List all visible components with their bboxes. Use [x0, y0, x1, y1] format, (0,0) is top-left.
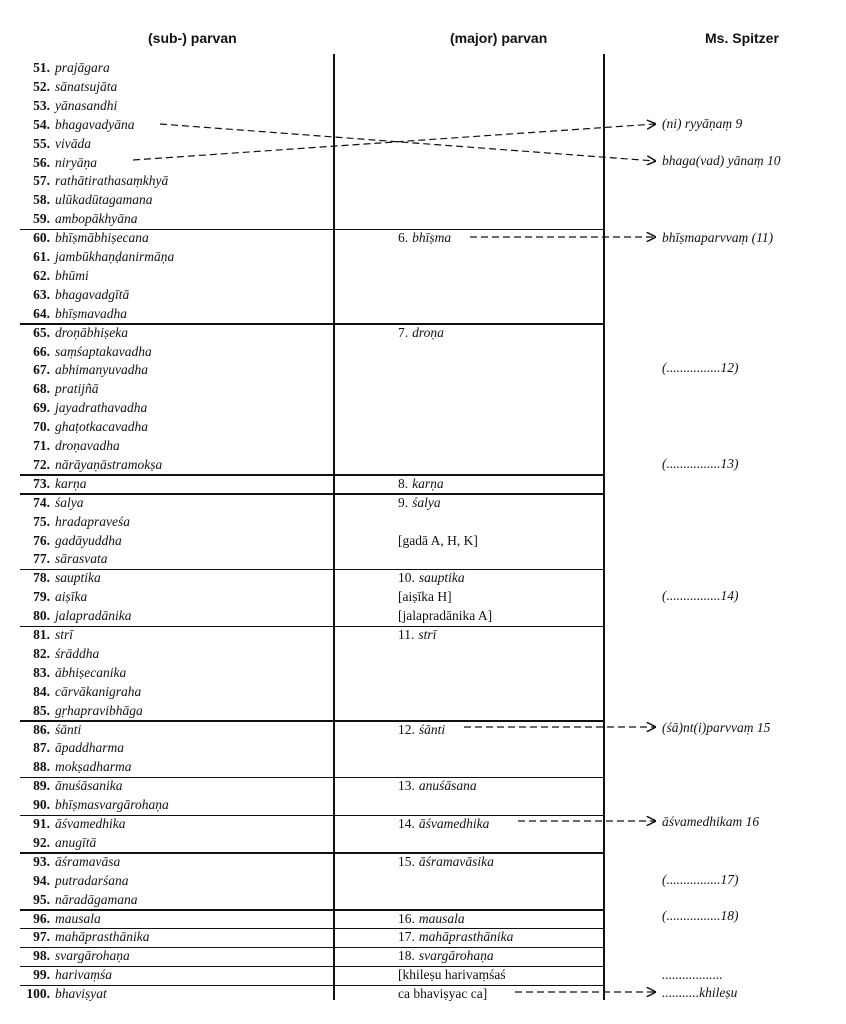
sub-parvan-number: 71. — [33, 438, 50, 453]
sub-parvan-name: āśvamedhika — [55, 816, 126, 831]
sub-parvan-name: jalapradānika — [55, 608, 132, 624]
major-parvan-number: 18. — [398, 948, 415, 964]
major-parvan-name: mahāprasthānika — [418, 929, 514, 945]
sub-parvan-name: āpaddharma — [55, 740, 125, 756]
sub-parvan-name: karṇa — [55, 475, 87, 491]
ms-spitzer-entry: āśvamedhikam 16 — [662, 814, 760, 829]
sub-parvan-name: yānasandhi — [55, 97, 118, 113]
sub-parvan-number: 79. — [33, 589, 50, 605]
major-parvan-name: anuśāsana — [418, 778, 477, 794]
ms-spitzer-entry: (................17) — [662, 872, 739, 887]
sub-parvan-name: bhaviṣyat — [55, 986, 107, 1002]
major-parvan-number: 8. — [398, 475, 409, 491]
ms-spitzer-entry: (................18) — [662, 908, 739, 923]
sub-parvan-name: gṛhapravibhāga — [55, 702, 143, 718]
sub-parvan-number: 69. — [33, 400, 50, 416]
ms-spitzer-entry: ...........khileṣu — [662, 985, 738, 1000]
sub-parvan-number: 73. — [33, 475, 50, 491]
sub-parvan-number: 61. — [33, 249, 50, 264]
sub-parvan-number: 66. — [33, 343, 50, 359]
major-parvan-number: 12. — [398, 721, 415, 737]
sub-parvan-number: 85. — [33, 702, 50, 718]
sub-parvan-name: putradarśana — [55, 872, 129, 888]
ms-spitzer-entry: bhīṣmaparvvaṃ (11) — [662, 230, 774, 245]
sub-parvan-name: bhīṣmavadha — [55, 305, 127, 321]
sub-parvan-number: 80. — [33, 608, 50, 624]
major-parvan-number: 6. — [398, 230, 409, 246]
sub-parvan-name: saṃśaptakavadha — [55, 343, 152, 359]
sub-parvan-name: niryāṇa — [55, 154, 97, 170]
ms-spitzer-entry: (................13) — [662, 456, 739, 471]
sub-parvan-number: 72. — [33, 456, 50, 472]
sub-parvan-name: sānatsujāta — [55, 78, 118, 94]
major-parvan-name: śānti — [418, 721, 446, 737]
sub-parvan-number: 62. — [33, 267, 50, 283]
sub-parvan-name: mokṣadharma — [55, 759, 132, 775]
sub-parvan-number: 67. — [33, 362, 50, 378]
major-parvan-name: āśvamedhika — [418, 816, 490, 831]
sub-parvan-name: śānti — [55, 721, 82, 737]
sub-parvan-number: 84. — [33, 683, 50, 699]
sub-parvan-name: bhagavadyāna — [55, 116, 135, 132]
ms-spitzer-entry: (................14) — [662, 588, 739, 603]
sub-parvan-name: vivāda — [55, 135, 91, 151]
sub-parvan-number: 97. — [33, 929, 50, 945]
major-parvan-note: [gadā A, H, K] — [398, 532, 478, 548]
sub-parvan-number: 59. — [33, 211, 50, 227]
sub-parvan-name: mahāprasthānika — [55, 929, 150, 945]
sub-parvan-number: 92. — [33, 834, 50, 850]
sub-parvan-name: nārāyaṇāstramokṣa — [55, 456, 163, 472]
major-parvan-name: mausala — [418, 910, 465, 926]
major-parvan-name: droṇa — [412, 324, 444, 340]
sub-parvan-number: 83. — [33, 664, 50, 680]
ms-spitzer-entry: (śā)nt(i)parvvaṃ 15 — [662, 720, 771, 735]
sub-parvan-number: 74. — [33, 494, 50, 510]
sub-parvan-number: 56. — [33, 154, 50, 170]
sub-parvan-name: rathātirathasaṃkhyā — [55, 173, 169, 189]
major-parvan-note: ca bhaviṣyac ca] — [398, 986, 488, 1002]
sub-parvan-number: 90. — [33, 797, 50, 813]
sub-parvan-number: 68. — [33, 381, 50, 397]
sub-parvan-number: 76. — [33, 532, 50, 548]
ms-spitzer-entry: (ni) ryyāṇaṃ 9 — [662, 116, 743, 131]
sub-parvan-number: 95. — [33, 891, 50, 907]
major-parvan-note: [jalapradānika A] — [398, 608, 493, 624]
sub-parvan-name: jayadrathavadha — [55, 400, 148, 416]
major-parvan-number: 7. — [398, 324, 409, 340]
sub-parvan-number: 98. — [33, 948, 50, 964]
sub-parvan-name: abhimanyuvadha — [55, 362, 148, 378]
major-parvan-number: 11. — [398, 627, 415, 642]
sub-parvan-number: 53. — [33, 97, 50, 113]
major-parvan-number: 9. — [398, 494, 409, 510]
sub-parvan-name: droṇavadha — [55, 438, 120, 453]
sub-parvan-name: strī — [55, 627, 74, 642]
sub-parvan-number: 58. — [33, 192, 50, 208]
sub-parvan-name: anugītā — [55, 834, 97, 850]
major-parvan-number: 15. — [398, 853, 415, 869]
header-major-parvan: (major) parvan — [450, 30, 548, 46]
sub-parvan-number: 51. — [33, 60, 50, 75]
sub-parvan-number: 65. — [33, 324, 50, 340]
header-ms-spitzer: Ms. Spitzer — [705, 30, 779, 46]
sub-parvan-number: 91. — [33, 816, 50, 831]
sub-parvan-number: 99. — [33, 967, 50, 983]
sub-parvan-name: śrāddha — [55, 645, 100, 661]
sub-parvan-name: aiṣīka — [55, 589, 88, 605]
sub-parvan-name: gadāyuddha — [55, 532, 122, 548]
major-parvan-note: [khileṣu harivaṃśaś — [398, 967, 506, 983]
sub-parvan-name: svargārohaṇa — [55, 948, 130, 964]
sub-parvan-name: bhīṣmābhiṣecana — [55, 230, 149, 246]
sub-parvan-name: bhagavadgītā — [55, 286, 130, 302]
sub-parvan-name: ulūkadūtagamana — [55, 192, 153, 208]
major-parvan-number: 13. — [398, 778, 415, 794]
sub-parvan-name: nāradāgamana — [55, 891, 138, 907]
sub-parvan-number: 96. — [33, 910, 50, 926]
major-parvan-name: śalya — [412, 494, 441, 510]
sub-parvan-number: 54. — [33, 116, 50, 132]
major-parvan-number: 14. — [398, 816, 415, 831]
sub-parvan-number: 60. — [33, 230, 50, 246]
sub-parvan-number: 100. — [26, 986, 50, 1002]
sub-parvan-number: 88. — [33, 759, 50, 775]
sub-parvan-name: mausala — [55, 910, 101, 926]
major-parvan-name: bhīṣma — [412, 230, 452, 246]
sub-parvan-number: 78. — [33, 570, 50, 586]
major-parvan-name: āśramavāsika — [418, 853, 494, 869]
sub-parvan-name: āśramavāsa — [55, 853, 121, 869]
sub-parvan-name: pratijñā — [55, 381, 99, 397]
major-parvan-note: [aiṣīka H] — [398, 589, 452, 605]
sub-parvan-number: 55. — [33, 135, 50, 151]
sub-parvan-name: hradapraveśa — [55, 513, 130, 529]
sub-parvan-number: 86. — [33, 721, 50, 737]
sub-parvan-number: 94. — [33, 872, 50, 888]
sub-parvan-name: cārvākanigraha — [55, 683, 142, 699]
sub-parvan-number: 57. — [33, 173, 50, 189]
sub-parvan-name: prajāgara — [55, 60, 110, 75]
sub-parvan-name: harivaṃśa — [55, 967, 112, 983]
sub-parvan-name: jambūkhaṇḍanirmāṇa — [55, 249, 175, 264]
ms-spitzer-entry: (................12) — [662, 360, 739, 375]
sub-parvan-number: 52. — [33, 78, 50, 94]
ms-spitzer-entry: bhaga(vad) yānaṃ 10 — [662, 153, 781, 168]
sub-parvan-name: bhūmi — [55, 267, 89, 283]
major-parvan-name: svargārohaṇa — [418, 948, 494, 964]
sub-parvan-name: ambopākhyāna — [55, 211, 138, 227]
major-parvan-number: 10. — [398, 570, 415, 586]
major-parvan-name: sauptika — [418, 570, 465, 586]
sub-parvan-number: 93. — [33, 853, 50, 869]
sub-parvan-number: 87. — [33, 740, 50, 756]
sub-parvan-name: śalya — [55, 494, 84, 510]
sub-parvan-name: sārasvata — [55, 551, 108, 567]
sub-parvan-number: 77. — [33, 551, 50, 567]
sub-parvan-number: 70. — [33, 419, 50, 435]
sub-parvan-number: 75. — [33, 513, 50, 529]
header-sub-parvan: (sub-) parvan — [148, 30, 237, 46]
sub-parvan-number: 64. — [33, 305, 50, 321]
major-parvan-name: strī — [418, 627, 437, 642]
sub-parvan-name: ghaṭotkacavadha — [55, 419, 148, 435]
ms-spitzer-entry: .................. — [662, 967, 723, 982]
major-parvan-number: 17. — [398, 929, 415, 945]
sub-parvan-name: sauptika — [55, 570, 101, 586]
sub-parvan-number: 63. — [33, 286, 50, 302]
sub-parvan-name: bhīṣmasvargārohaṇa — [55, 797, 169, 813]
major-parvan-number: 16. — [398, 910, 415, 926]
sub-parvan-number: 82. — [33, 645, 50, 661]
sub-parvan-name: ānuśāsanika — [55, 778, 123, 794]
sub-parvan-number: 89. — [33, 778, 50, 794]
sub-parvan-name: droṇābhiṣeka — [55, 324, 128, 340]
sub-parvan-name: ābhiṣecanika — [55, 664, 127, 680]
arrow-bhagavadyana — [160, 124, 655, 161]
sub-parvan-number: 81. — [33, 627, 50, 642]
major-parvan-name: karṇa — [412, 475, 444, 491]
